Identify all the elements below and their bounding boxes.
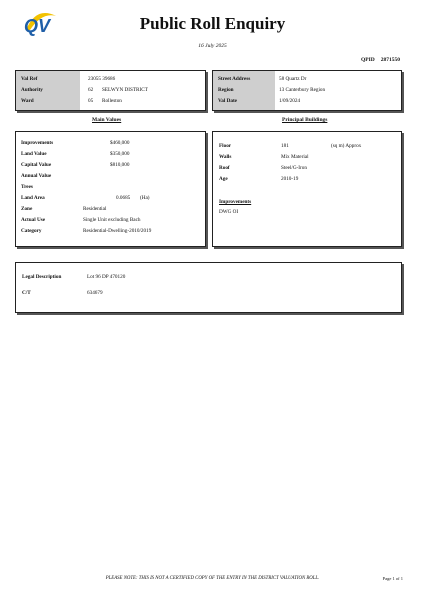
category-value: Residential-Dwelling-2010/2019: [83, 228, 152, 234]
trees-label: Trees: [21, 184, 33, 190]
roof-label: Roof: [219, 165, 230, 171]
authority-value: SELWYN DISTRICT: [102, 87, 148, 93]
age-label: Age: [219, 176, 228, 182]
walls-label: Walls: [219, 154, 232, 160]
val-date-label: Val Date: [218, 98, 237, 104]
roof-value: Steel/G-Iron: [281, 165, 307, 171]
val-ref-value: 23055 39686: [88, 76, 116, 82]
zone-value: Residential: [83, 206, 107, 212]
property-box-right: [212, 70, 402, 111]
ct-label: C/T: [22, 290, 31, 296]
principal-buildings-box: [212, 131, 402, 247]
land-area-value: 0.0685: [116, 195, 131, 201]
actual-use-label: Actual Use: [21, 217, 46, 223]
footer-notice: PLEASE NOTE: THIS IS NOT A CERTIFIED COPY OF THE ENTRY IN THE DISTRICT VALUATION ROLL.: [105, 576, 320, 581]
land-area-label: Land Area: [21, 195, 45, 201]
capital-value-label: Capital Value: [21, 162, 52, 168]
improvements-label: Improvements: [21, 140, 54, 146]
floor-unit: (sq m) Approx: [331, 143, 362, 149]
authority-label: Authority: [21, 87, 43, 93]
main-values-box: [15, 131, 206, 247]
street-address-label: Street Address: [218, 76, 251, 82]
page-number: Page 1 of 1: [382, 576, 403, 581]
land-value-label: Land Value: [21, 151, 47, 157]
legal-box: [15, 262, 402, 313]
report-date: 16 July 2025: [198, 43, 227, 49]
annual-value-label: Annual Value: [21, 173, 52, 179]
ward-label: Ward: [21, 98, 34, 104]
ward-code: 05: [88, 98, 94, 104]
val-date-value: 1/09/2024: [279, 98, 301, 104]
page-title: Public Roll Enquiry: [139, 14, 286, 33]
val-ref-label: Val Ref: [21, 76, 38, 82]
street-address-value: 58 Quartz Dr: [279, 76, 307, 82]
region-value: 13 Canterbury Region: [279, 87, 326, 93]
actual-use-value: Single Unit excluding Bach: [83, 217, 141, 223]
capital-value-value: $810,000: [110, 162, 130, 168]
legal-description-label: Legal Description: [22, 274, 62, 280]
improvements-heading: Improvements: [219, 199, 252, 205]
land-value-value: $350,000: [110, 151, 130, 157]
legal-description-value: Lot 96 DP 470120: [87, 274, 126, 280]
logo-text: QV: [24, 16, 51, 36]
ct-value: 634679: [87, 290, 103, 296]
property-box-left: [15, 70, 206, 111]
principal-buildings-title: Principal Buildings: [282, 117, 328, 123]
category-label: Category: [21, 228, 42, 234]
zone-label: Zone: [21, 206, 33, 212]
main-values-title: Main Values: [92, 117, 122, 123]
land-area-unit: (Ha): [140, 195, 150, 201]
ward-value: Rolleston: [102, 98, 122, 104]
authority-code: 62: [88, 87, 94, 93]
qpid: [361, 57, 400, 63]
age-value: 2010-19: [281, 176, 299, 182]
walls-value: Mix Material: [281, 154, 309, 160]
qpid-value: 2871550: [380, 57, 400, 63]
floor-label: Floor: [219, 143, 232, 149]
qpid-label: QPID: [361, 57, 375, 63]
floor-value: 181: [281, 143, 289, 149]
improvements-value: $460,000: [110, 140, 130, 146]
region-label: Region: [218, 87, 234, 93]
improvements-description: DWG OI: [219, 209, 239, 215]
